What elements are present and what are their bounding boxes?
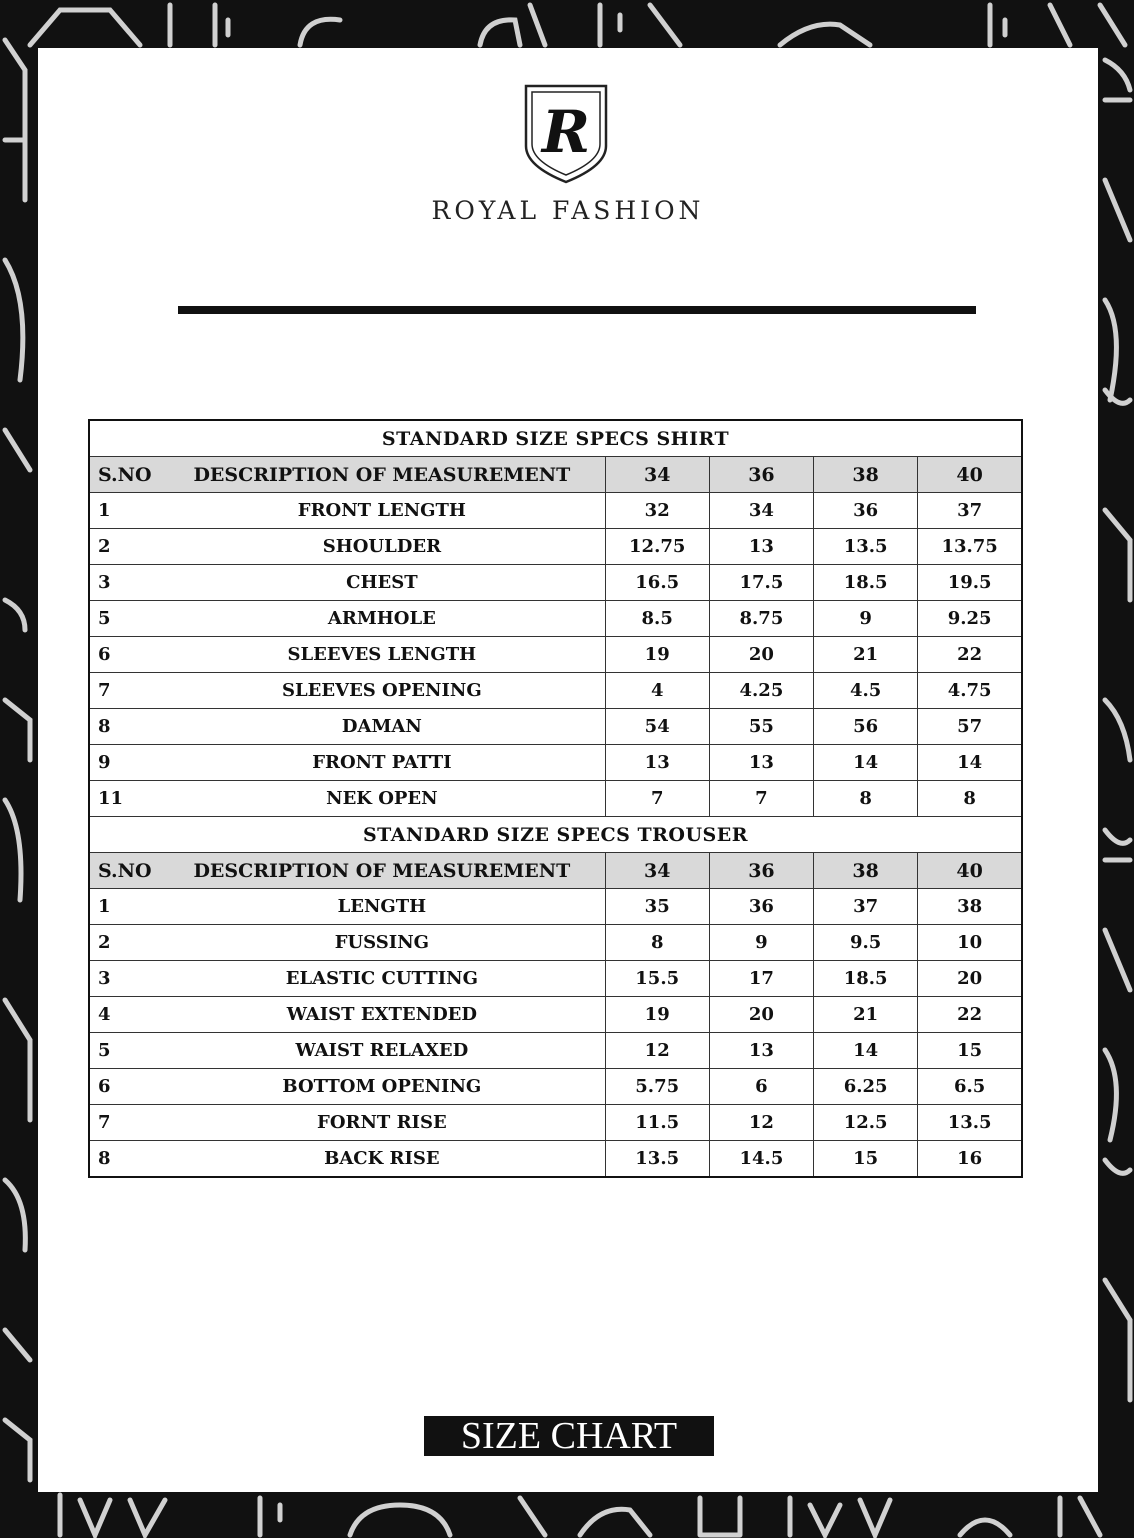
measurement-description-cell: WAIST RELAXED [159, 1033, 605, 1069]
column-header: 38 [814, 853, 918, 889]
size-value-cell: 4 [605, 673, 709, 709]
measurement-description-cell: DAMAN [159, 709, 605, 745]
size-value-cell: 8 [605, 925, 709, 961]
measurement-description-cell: FORNT RISE [159, 1105, 605, 1141]
size-value-cell: 6.25 [814, 1069, 918, 1105]
column-header: 34 [605, 853, 709, 889]
trouser-section-row [89, 817, 1022, 853]
size-value-cell: 21 [814, 997, 918, 1033]
size-value-cell: 22 [918, 637, 1022, 673]
table-row [89, 1033, 1022, 1069]
table-row [89, 493, 1022, 529]
measurement-description-cell: ARMHOLE [159, 601, 605, 637]
table-row [89, 745, 1022, 781]
column-header: 36 [709, 457, 813, 493]
serial-number-cell: 2 [89, 529, 159, 565]
size-value-cell: 35 [605, 889, 709, 925]
size-chart-label: SIZE CHART [424, 1416, 714, 1456]
column-header: 40 [918, 853, 1022, 889]
serial-number-cell: 9 [89, 745, 159, 781]
size-value-cell: 19 [605, 637, 709, 673]
size-value-cell: 13 [605, 745, 709, 781]
size-value-cell: 9.25 [918, 601, 1022, 637]
size-value-cell: 19 [605, 997, 709, 1033]
size-value-cell: 20 [709, 997, 813, 1033]
measurement-description-cell: FRONT PATTI [159, 745, 605, 781]
size-value-cell: 34 [709, 493, 813, 529]
size-value-cell: 56 [814, 709, 918, 745]
table-row [89, 1141, 1022, 1178]
table-row [89, 1105, 1022, 1141]
divider-rule [178, 306, 976, 314]
measurement-description-cell: ELASTIC CUTTING [159, 961, 605, 997]
size-value-cell: 4.5 [814, 673, 918, 709]
size-value-cell: 22 [918, 997, 1022, 1033]
size-value-cell: 8 [814, 781, 918, 817]
size-value-cell: 19.5 [918, 565, 1022, 601]
column-header: 38 [814, 457, 918, 493]
size-value-cell: 8.5 [605, 601, 709, 637]
size-value-cell: 15.5 [605, 961, 709, 997]
size-value-cell: 6.5 [918, 1069, 1022, 1105]
trouser-section-title: STANDARD SIZE SPECS TROUSER [89, 817, 1022, 853]
column-header: DESCRIPTION OF MEASUREMENT [159, 853, 605, 889]
serial-number-cell: 5 [89, 601, 159, 637]
serial-number-cell: 5 [89, 1033, 159, 1069]
column-header: S.NO [89, 853, 159, 889]
brand-name: ROYAL FASHION [431, 196, 705, 225]
measurement-description-cell: SLEEVES LENGTH [159, 637, 605, 673]
size-value-cell: 16 [918, 1141, 1022, 1178]
logo-monogram: R [541, 98, 591, 166]
measurement-description-cell: SLEEVES OPENING [159, 673, 605, 709]
size-value-cell: 55 [709, 709, 813, 745]
size-value-cell: 9 [709, 925, 813, 961]
measurement-description-cell: BACK RISE [159, 1141, 605, 1178]
size-value-cell: 12 [605, 1033, 709, 1069]
royal-fashion-logo [524, 84, 608, 184]
size-value-cell: 32 [605, 493, 709, 529]
measurement-description-cell: LENGTH [159, 889, 605, 925]
size-value-cell: 10 [918, 925, 1022, 961]
size-value-cell: 5.75 [605, 1069, 709, 1105]
shirt-section-row [89, 420, 1022, 457]
size-value-cell: 13 [709, 1033, 813, 1069]
size-specs-table [88, 419, 1023, 1178]
serial-number-cell: 8 [89, 1141, 159, 1178]
size-value-cell: 14.5 [709, 1141, 813, 1178]
size-value-cell: 16.5 [605, 565, 709, 601]
size-value-cell: 13.5 [918, 1105, 1022, 1141]
table-row [89, 997, 1022, 1033]
size-value-cell: 7 [605, 781, 709, 817]
measurement-description-cell: NEK OPEN [159, 781, 605, 817]
size-value-cell: 36 [814, 493, 918, 529]
size-value-cell: 4.25 [709, 673, 813, 709]
size-value-cell: 6 [709, 1069, 813, 1105]
serial-number-cell: 3 [89, 565, 159, 601]
shirt-header-row [89, 457, 1022, 493]
size-value-cell: 18.5 [814, 565, 918, 601]
serial-number-cell: 7 [89, 1105, 159, 1141]
table-row [89, 1069, 1022, 1105]
size-value-cell: 18.5 [814, 961, 918, 997]
table-row [89, 601, 1022, 637]
table-row [89, 961, 1022, 997]
shirt-section-title: STANDARD SIZE SPECS SHIRT [89, 420, 1022, 457]
size-value-cell: 13 [709, 529, 813, 565]
table-row [89, 925, 1022, 961]
size-value-cell: 9 [814, 601, 918, 637]
size-value-cell: 17 [709, 961, 813, 997]
size-value-cell: 4.75 [918, 673, 1022, 709]
size-chart-card [38, 48, 1098, 1492]
table-row [89, 673, 1022, 709]
measurement-description-cell: FUSSING [159, 925, 605, 961]
size-value-cell: 37 [814, 889, 918, 925]
size-value-cell: 20 [709, 637, 813, 673]
size-value-cell: 37 [918, 493, 1022, 529]
size-value-cell: 11.5 [605, 1105, 709, 1141]
size-value-cell: 38 [918, 889, 1022, 925]
size-value-cell: 8.75 [709, 601, 813, 637]
size-value-cell: 14 [814, 745, 918, 781]
serial-number-cell: 2 [89, 925, 159, 961]
size-value-cell: 36 [709, 889, 813, 925]
measurement-description-cell: SHOULDER [159, 529, 605, 565]
serial-number-cell: 11 [89, 781, 159, 817]
size-value-cell: 13 [709, 745, 813, 781]
table-row [89, 781, 1022, 817]
measurement-description-cell: CHEST [159, 565, 605, 601]
serial-number-cell: 6 [89, 637, 159, 673]
table-row [89, 709, 1022, 745]
table-row [89, 889, 1022, 925]
size-value-cell: 13.5 [814, 529, 918, 565]
size-value-cell: 20 [918, 961, 1022, 997]
size-value-cell: 54 [605, 709, 709, 745]
size-value-cell: 9.5 [814, 925, 918, 961]
serial-number-cell: 1 [89, 889, 159, 925]
measurement-description-cell: FRONT LENGTH [159, 493, 605, 529]
serial-number-cell: 6 [89, 1069, 159, 1105]
size-value-cell: 7 [709, 781, 813, 817]
size-value-cell: 14 [918, 745, 1022, 781]
serial-number-cell: 7 [89, 673, 159, 709]
size-value-cell: 15 [814, 1141, 918, 1178]
table-row [89, 529, 1022, 565]
size-value-cell: 8 [918, 781, 1022, 817]
size-value-cell: 21 [814, 637, 918, 673]
column-header: 36 [709, 853, 813, 889]
table-row [89, 637, 1022, 673]
measurement-description-cell: BOTTOM OPENING [159, 1069, 605, 1105]
column-header: 34 [605, 457, 709, 493]
size-value-cell: 12.75 [605, 529, 709, 565]
size-value-cell: 15 [918, 1033, 1022, 1069]
serial-number-cell: 8 [89, 709, 159, 745]
size-value-cell: 13.5 [605, 1141, 709, 1178]
size-value-cell: 57 [918, 709, 1022, 745]
size-value-cell: 17.5 [709, 565, 813, 601]
serial-number-cell: 1 [89, 493, 159, 529]
size-value-cell: 13.75 [918, 529, 1022, 565]
column-header: S.NO [89, 457, 159, 493]
size-value-cell: 12.5 [814, 1105, 918, 1141]
measurement-description-cell: WAIST EXTENDED [159, 997, 605, 1033]
column-header: 40 [918, 457, 1022, 493]
serial-number-cell: 3 [89, 961, 159, 997]
size-value-cell: 14 [814, 1033, 918, 1069]
size-value-cell: 12 [709, 1105, 813, 1141]
column-header: DESCRIPTION OF MEASUREMENT [159, 457, 605, 493]
serial-number-cell: 4 [89, 997, 159, 1033]
table-row [89, 565, 1022, 601]
trouser-header-row [89, 853, 1022, 889]
